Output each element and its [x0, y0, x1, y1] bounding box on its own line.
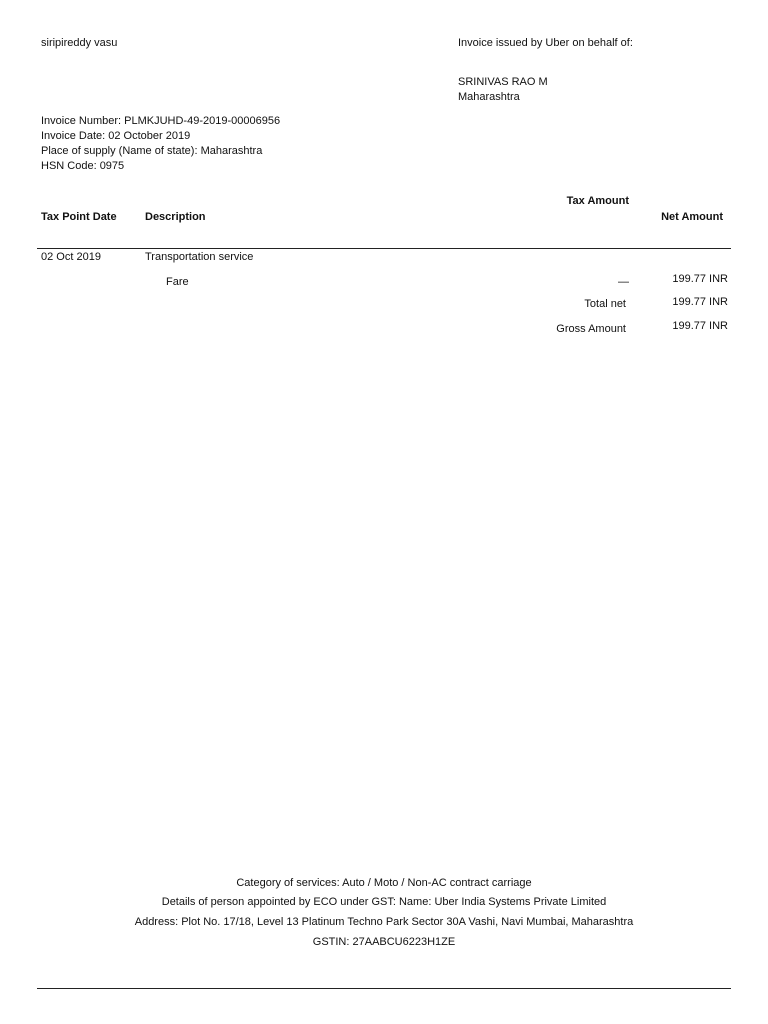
- invoice-number: Invoice Number: PLMKJUHD-49-2019-00006956: [41, 115, 281, 127]
- fare-net: 199.77 INR: [672, 273, 728, 285]
- total-net-value: 199.77 INR: [672, 296, 728, 308]
- total-net-label: Total net: [584, 298, 626, 310]
- fare-label: Fare: [166, 276, 189, 288]
- footer-category: Category of services: Auto / Moto / Non-AC contract carriage: [236, 877, 532, 889]
- header-net-amount: Net Amount: [661, 211, 723, 223]
- issuer-name: SRINIVAS RAO M: [458, 76, 548, 88]
- fare-tax: —: [618, 276, 629, 288]
- table-divider: [37, 248, 731, 249]
- invoice-date: Invoice Date: 02 October 2019: [41, 130, 191, 142]
- place-of-supply: Place of supply (Name of state): Maharashtra: [41, 145, 263, 157]
- footer-address: Address: Plot No. 17/18, Level 13 Platinum Techno Park Sector 30A Vashi, Navi Mumbai, Maharashtra: [134, 916, 634, 928]
- row-date: 02 Oct 2019: [41, 251, 101, 263]
- footer-eco-details: Details of person appointed by ECO under GST: Name: Uber India Systems Private Limited: [161, 896, 607, 908]
- customer-name: siripireddy vasu: [41, 37, 118, 49]
- gross-amount-label: Gross Amount: [556, 323, 626, 335]
- footer-gstin: GSTIN: 27AABCU6223H1ZE: [312, 936, 456, 948]
- gross-amount-value: 199.77 INR: [672, 320, 728, 332]
- hsn-code: HSN Code: 0975: [41, 160, 125, 172]
- header-description: Description: [145, 211, 206, 223]
- footer-divider: [37, 988, 731, 989]
- issuer-heading: Invoice issued by Uber on behalf of:: [458, 37, 633, 49]
- row-description: Transportation service: [145, 251, 254, 263]
- header-tax-point-date: Tax Point Date: [41, 211, 117, 223]
- header-tax-amount: Tax Amount: [566, 195, 629, 207]
- issuer-state: Maharashtra: [458, 91, 520, 103]
